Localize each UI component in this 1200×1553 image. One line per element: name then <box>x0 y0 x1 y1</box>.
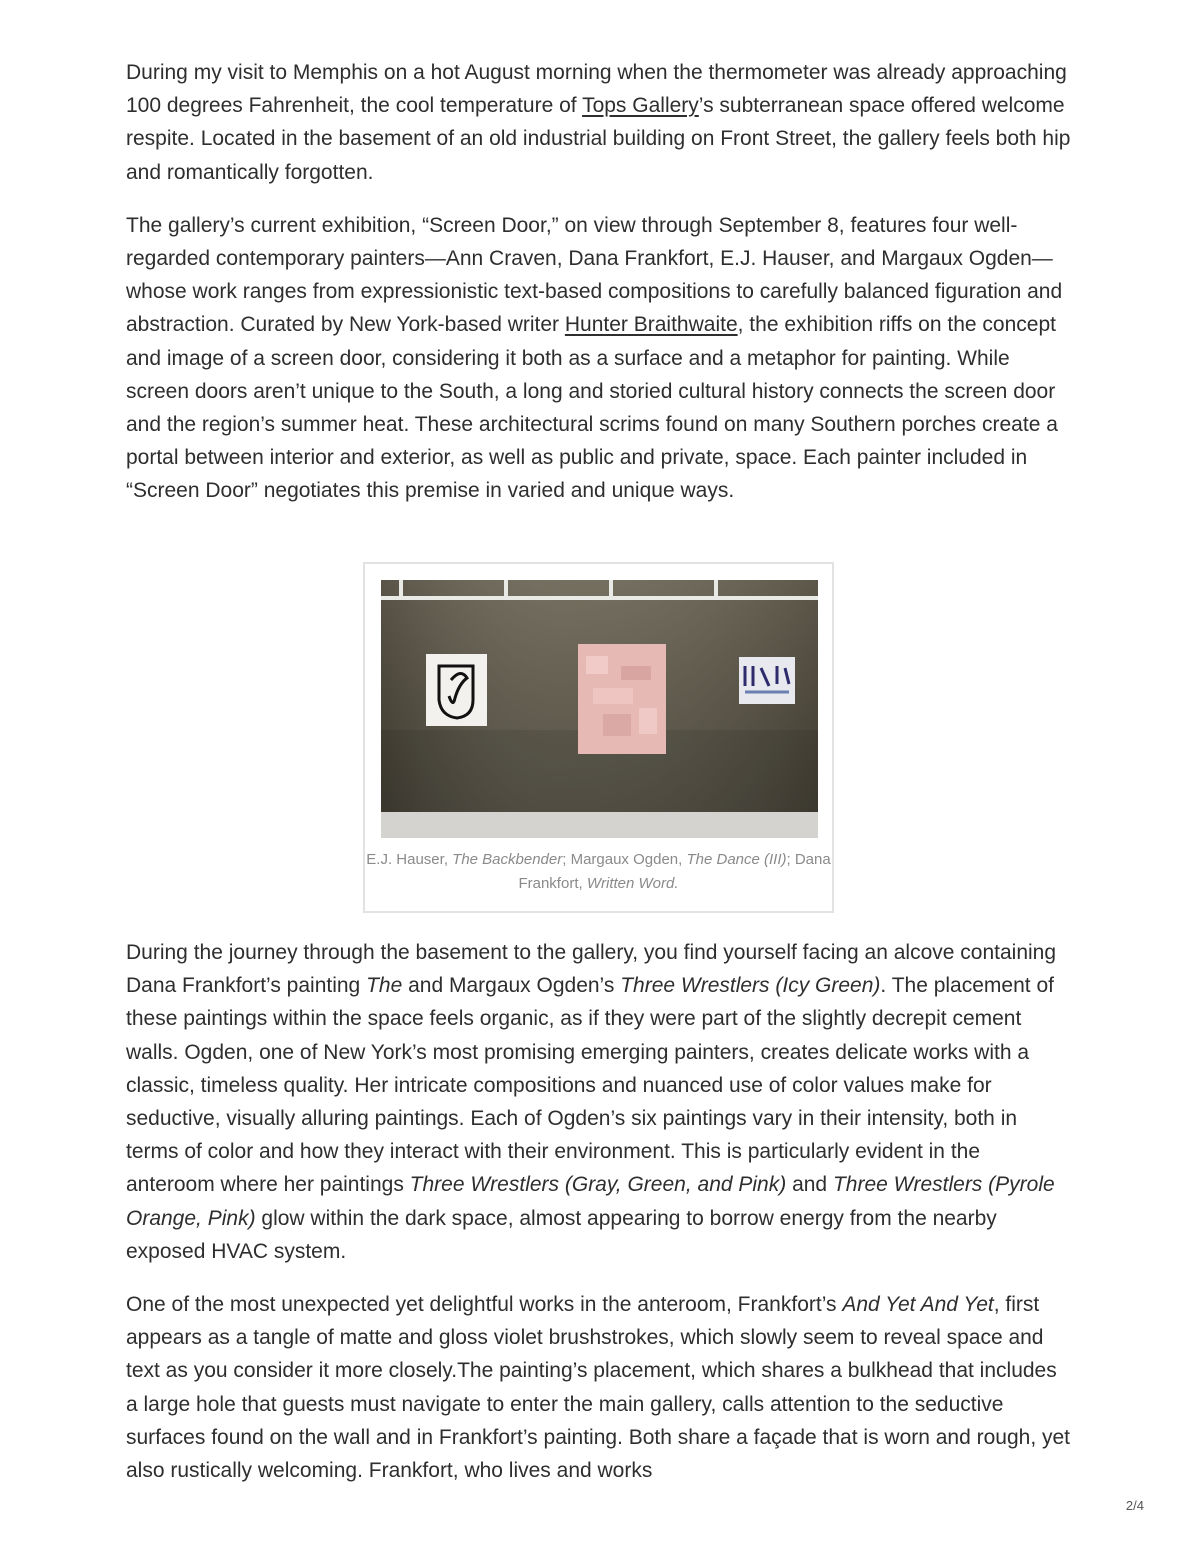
caption-artist-3: ; Dana Frankfort, <box>518 851 831 892</box>
p3-text-2: and Margaux Ogden’s <box>402 974 621 998</box>
paragraph-1 <box>126 56 1074 189</box>
paragraph-3 <box>126 936 1074 1268</box>
figure-caption <box>365 848 832 896</box>
exhibition-figure <box>363 562 834 913</box>
caption-artist-1: E.J. Hauser, <box>366 851 453 868</box>
page-number: 2/4 <box>1125 1498 1144 1513</box>
painting-written-word <box>739 657 795 704</box>
p1-text-a: During my visit to Memphis on a hot August morning when the thermometer was already approaching 100 degrees Fahrenheit, the cool temperature of <box>126 61 1067 118</box>
caption-title-1: The Backbender <box>452 851 563 868</box>
caption-title-3: Written Word. <box>586 875 679 892</box>
paragraph-2 <box>126 209 1074 508</box>
article-bottom <box>126 936 1074 1487</box>
p4-text-2: , first appears as a tangle of matte and gloss violet brushstrokes, which slowly seem to reveal space and text as you consider it more closely.The painting’s placement, which shares a bulkhead that includes a large hole that guests must navigate to enter the main gallery, calls attention to the seductive surfaces found on the wall and in Frankfort’s painting. Both share a façade that is worn and rough, yet also rustically welcoming. Frankfort, who lives and works <box>126 1293 1071 1483</box>
caption-title-2: The Dance (III) <box>686 851 787 868</box>
p3-text-5: glow within the dark space, almost appearing to borrow energy from the nearby exposed HVAC system. <box>126 1206 997 1263</box>
p4-title-1: And Yet And Yet <box>842 1293 994 1317</box>
article-top <box>126 56 1074 508</box>
p3-text-3: . The placement of these paintings within the space feels organic, as if they were part of the slightly decrepit cement walls. Ogden, one of New York’s most promising emerging painters, creates delicate works with a classic, timeless quality. Her intricate compositions and nuanced use of color values make for seductive, visually alluring paintings. Each of Ogden’s six paintings vary in their intensity, both in terms of color and how they interact with their environment. This is particularly evident in the anteroom where her paintings <box>126 974 1054 1197</box>
paragraph-4 <box>126 1288 1074 1487</box>
painting-the-dance <box>578 644 666 754</box>
gallery-photo <box>381 580 818 838</box>
p3-text-4: and <box>786 1173 833 1197</box>
p2-text-a: The gallery’s current exhibition, “Screen Door,” on view through September 8, features four well-regarded contemporary painters—Ann Craven, Dana Frankfort, E.J. Hauser, and Margaux Ogden—whose work ranges from expressionistic text-based compositions to carefully balanced figuration and abstraction. Curated by New York-based writer <box>126 213 1063 337</box>
hunter-braithwaite-link[interactable]: Hunter Braithwaite <box>564 313 738 337</box>
tops-gallery-link[interactable]: Tops Gallery <box>582 94 699 118</box>
p3-title-2: Three Wrestlers (Icy Green) <box>620 974 881 998</box>
p4-text-1: One of the most unexpected yet delightful works in the anteroom, Frankfort’s <box>126 1293 843 1317</box>
painting-backbender <box>426 654 487 726</box>
p3-title-4: Three Wrestlers (Pyrole Orange, Pink) <box>126 1173 1055 1230</box>
caption-artist-2: ; Margaux Ogden, <box>562 851 687 868</box>
p3-title-1: The <box>366 974 403 998</box>
p1-text-b: ’s subterranean space offered welcome respite. Located in the basement of an old industrial building on Front Street, the gallery feels both hip and romantically forgotten. <box>126 94 1071 184</box>
floor <box>381 812 818 838</box>
p3-text-1: During the journey through the basement to the gallery, you find yourself facing an alcove containing Dana Frankfort’s painting <box>126 941 1057 998</box>
p2-text-b: , the exhibition riffs on the concept and image of a screen door, considering it both as a surface and a metaphor for painting. While screen doors aren’t unique to the South, a long and storied cultural history connects the screen door and the region’s summer heat. These architectural scrims found on many Southern porches create a portal between interior and exterior, as well as public and private, space. Each painter included in “Screen Door” negotiates this premise in varied and unique ways. <box>126 313 1058 503</box>
p3-title-3: Three Wrestlers (Gray, Green, and Pink) <box>409 1173 787 1197</box>
